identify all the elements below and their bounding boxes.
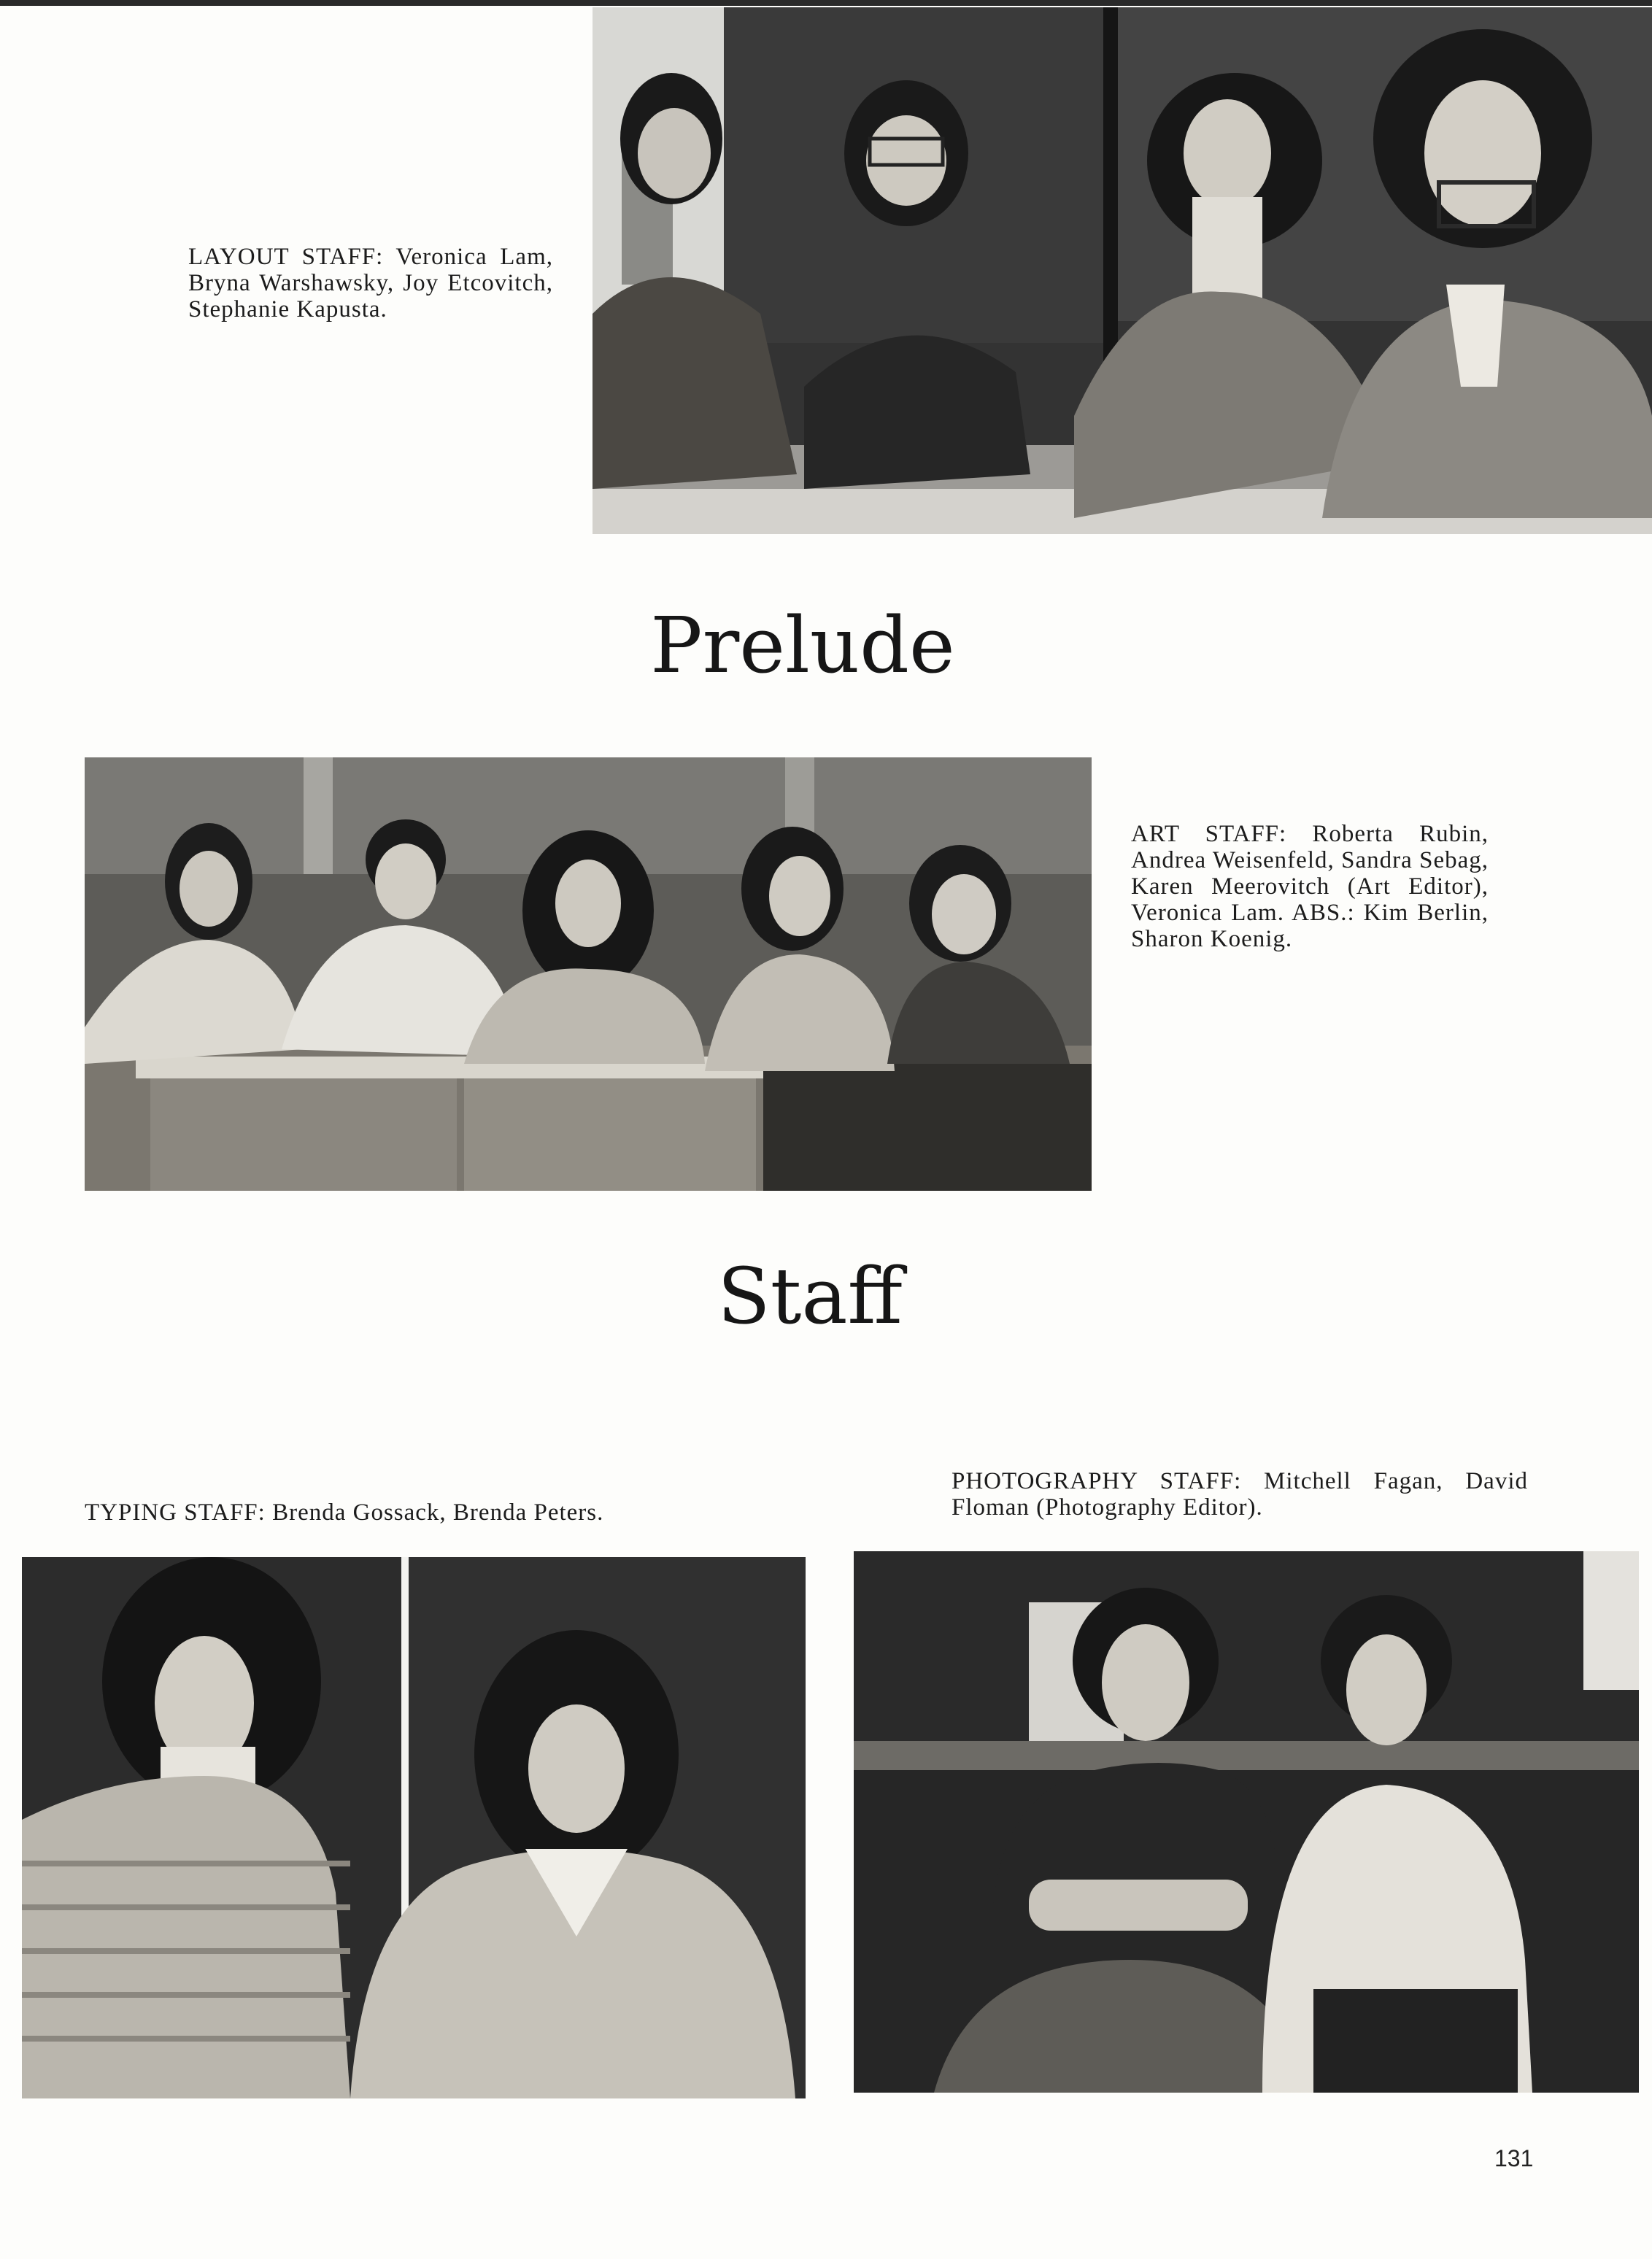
prelude-heading: Prelude <box>650 601 955 690</box>
page-number: 131 <box>1494 2145 1534 2171</box>
art-staff-caption: ART STAFF: Roberta Rubin, Andrea Weisenfeld, Sandra Sebag, Karen Meerovitch (Art Editor), Veronica Lam. ABS.: Kim Berlin, Sharon Koenig. <box>1131 821 1489 952</box>
layout-staff-photo <box>593 7 1652 534</box>
page-top-edge <box>0 0 1652 6</box>
layout-staff-caption: LAYOUT STAFF: Veronica Lam, Bryna Warshawsky, Joy Etcovitch, Stephanie Kapusta. <box>188 244 553 323</box>
photography-staff-caption: PHOTOGRAPHY STAFF: Mitchell Fagan, David Floman (Photography Editor). <box>952 1468 1528 1521</box>
typing-staff-caption: TYPING STAFF: Brenda Gossack, Brenda Peters. <box>85 1499 604 1526</box>
staff-heading: Staff <box>717 1251 903 1341</box>
photography-staff-photo <box>854 1551 1639 2093</box>
typing-staff-photo <box>22 1557 806 2098</box>
art-staff-photo <box>85 757 1092 1191</box>
